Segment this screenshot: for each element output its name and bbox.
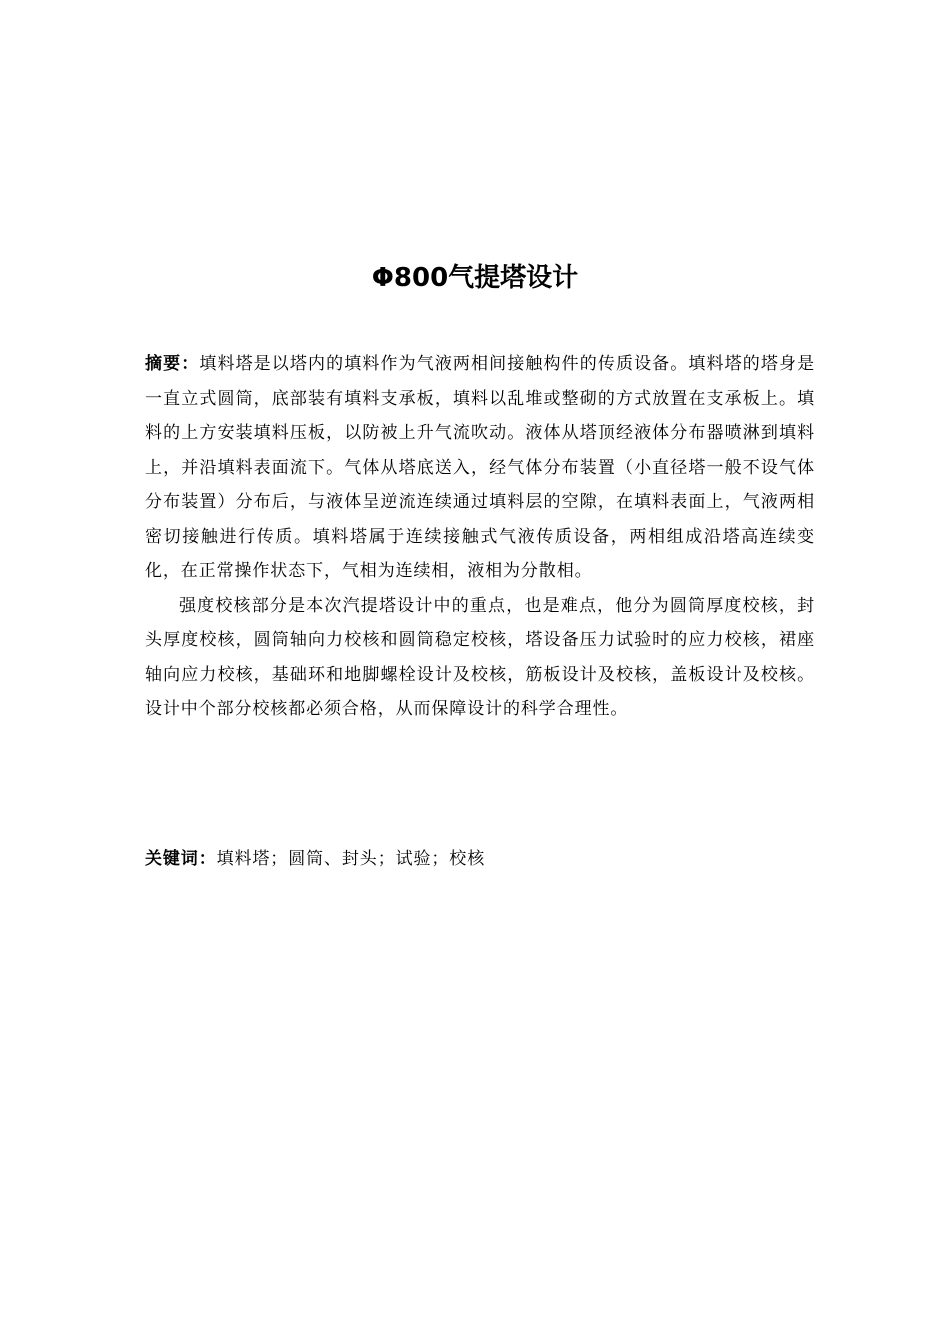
abstract-paragraph-1 xyxy=(145,347,815,589)
document-title: Φ800气提塔设计 xyxy=(371,263,579,293)
abstract-paragraph-2: 强度校核部分是本次汽提塔设计中的重点，也是难点，他分为圆筒厚度校核，封头厚度校核，圆筒轴向力校核和圆筒稳定校核，塔设备压力试验时的应力校核，裙座轴向应力校核，基础环和地脚螺栓设计及校核，筋板设计及校核，盖板设计及校核。设计中个部分校核都必须合格，从而保障设计的科学合理性。 xyxy=(145,595,815,719)
keywords-text: 填料塔；圆筒、封头；试验；校核 xyxy=(216,849,486,869)
abstract-text-1: 填料塔是以塔内的填料作为气液两相间接触构件的传质设备。填料塔的塔身是一直立式圆筒，底部装有填料支承板，填料以乱堆或整砌的方式放置在支承板上。填料的上方安装填料压板，以防被上升气流吹动。液体从塔顶经液体分布器喷淋到填料上，并沿填料表面流下。气体从塔底送入，经气体分布装置（小直径塔一般不设气体分布装置）分布后，与液体呈逆流连续通过填料层的空隙，在填料表面上，气液两相密切接触进行传质。填料塔属于连续接触式气液传质设备，两相组成沿塔高连续变化，在正常操作状态下，气相为连续相，液相为分散相。 xyxy=(145,354,815,581)
abstract-label: 摘要： xyxy=(145,354,200,374)
abstract-section xyxy=(145,347,815,727)
keywords-label: 关键词： xyxy=(145,849,217,869)
keywords-section xyxy=(145,842,815,876)
